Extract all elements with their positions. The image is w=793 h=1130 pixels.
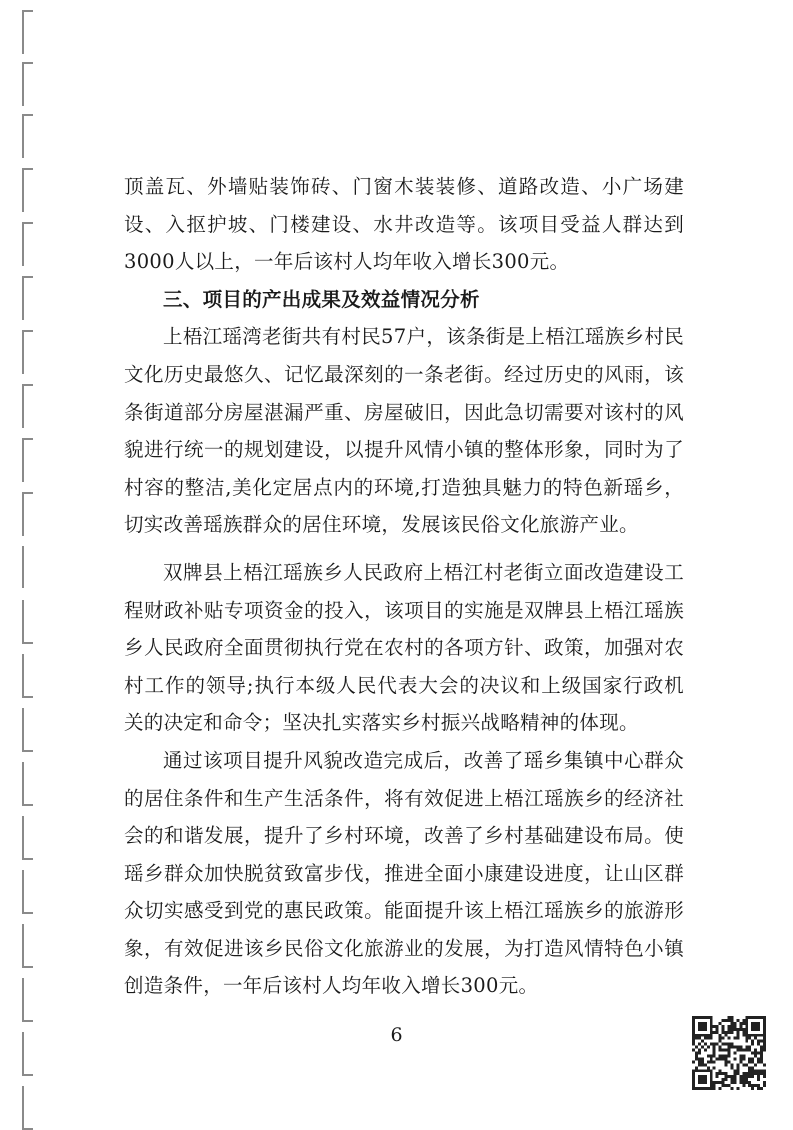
section-heading: 三、项目的产出成果及效益情况分析	[163, 287, 480, 311]
binding-mark	[22, 1086, 33, 1130]
body-paragraph: 双牌县上梧江瑶族乡人民政府上梧江村老街立面改造建设工程财政补贴专项资金的投入，该项目的实施是双牌县上梧江瑶族乡人民政府全面贯彻执行党在农村的各项方针、政策，加强对农村工作的领导;执行本级人民代表大会的决议和上级国家行政机关的决定和命令；坚决扎实落实乡村振兴战略精神的体现。	[124, 560, 684, 735]
binding-mark	[22, 978, 33, 1022]
binding-mark	[22, 62, 33, 106]
binding-mark	[22, 330, 33, 374]
binding-mark	[22, 762, 33, 806]
binding-mark	[22, 870, 33, 914]
body-paragraph: 通过该项目提升风貌改造完成后，改善了瑶乡集镇中心群众的居住条件和生产生活条件，将有效促进上梧江瑶族乡的经济社会的和谐发展，提升了乡村环境，改善了乡村基础建设布局。使瑶乡群众加快脱贫致富步伐，推进全面小康建设进度，让山区群众切实感受到党的惠民政策。能面提升该上梧江瑶族乡的旅游形象，有效促进该乡民俗文化旅游业的发展，为打造风情特色小镇创造条件，一年后该村人均年收入增长300元。	[124, 748, 684, 998]
binding-mark	[22, 924, 33, 968]
binding-mark	[22, 168, 33, 212]
binding-mark	[22, 816, 33, 860]
binding-marks	[0, 0, 40, 1121]
binding-mark	[22, 546, 33, 588]
binding-mark	[22, 10, 33, 54]
document-body	[124, 168, 684, 1005]
binding-mark	[22, 384, 33, 428]
binding-mark	[22, 492, 33, 536]
binding-mark	[22, 114, 33, 158]
binding-mark	[22, 600, 33, 644]
binding-mark	[22, 276, 33, 320]
body-paragraph: 顶盖瓦、外墙贴装饰砖、门窗木装装修、道路改造、小广场建设、入抠护坡、门楼建设、水井改造等。该项目受益人群达到3000人以上，一年后该村人均年收入增长300元。	[124, 175, 684, 274]
binding-mark	[22, 222, 33, 266]
binding-mark	[22, 654, 33, 698]
body-paragraph: 上梧江瑶湾老街共有村民57户，该条街是上梧江瑶族乡村民文化历史最悠久、记忆最深刻的一条老街。经过历史的风雨，该条街道部分房屋湛漏严重、房屋破旧，因此急切需要对该村的风貌进行统一的规划建设，以提升风情小镇的整体形象，同时为了村容的整洁,美化定居点内的环境,打造独具魅力的特色新瑶乡，切实改善瑶族群众的居住环境，发展该民俗文化旅游产业。	[124, 325, 684, 537]
binding-mark	[22, 438, 33, 482]
qr-code-icon	[692, 1016, 766, 1090]
binding-mark	[22, 708, 33, 752]
page-number: 6	[390, 1024, 403, 1046]
